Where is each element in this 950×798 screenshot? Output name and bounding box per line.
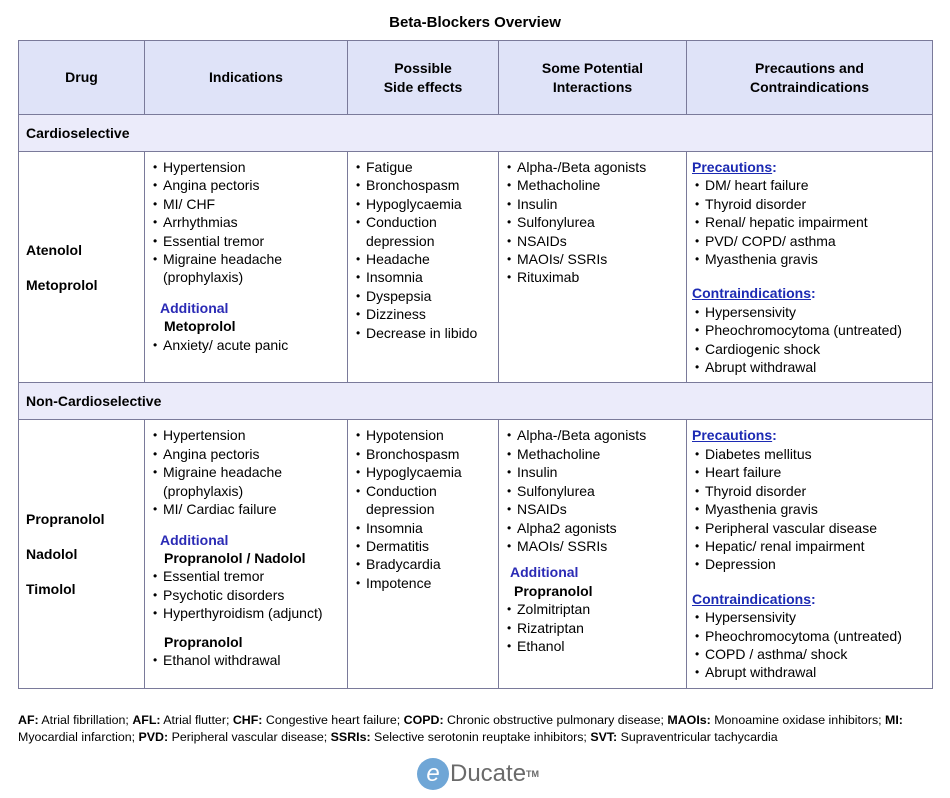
interaction-item: • Zolmitriptan [504, 600, 682, 618]
interaction-item: • Sulfonylurea [504, 213, 682, 231]
indication-item: • Hypertension [150, 158, 343, 176]
footnote-text: Congestive heart failure; [262, 713, 404, 727]
drug-name: Propranolol [26, 511, 105, 528]
footnote-abbr: SVT: [590, 730, 618, 744]
logo-e-icon: e [417, 758, 449, 790]
drug-spacer [26, 528, 143, 545]
logo-text: Ducate [450, 760, 527, 787]
indication-item: • Anxiety/ acute panic [150, 336, 343, 354]
interaction-item: • Methacholine [504, 445, 682, 463]
footnote-text: Chronic obstructive pulmonary disease; [443, 713, 668, 727]
page-title: Beta-Blockers Overview [389, 14, 561, 31]
indication-item-list [150, 651, 343, 669]
precaution-item: • PVD/ COPD/ asthma [692, 232, 928, 250]
header-row [19, 41, 933, 115]
side-effect-item: • Bronchospasm [353, 445, 494, 463]
footnote-text: Monoamine oxidase inhibitors; [710, 713, 886, 727]
indication-item: • MI/ CHF [150, 195, 343, 213]
header-precautions: Precautions and Contraindications [687, 41, 933, 115]
indication-item: • Migraine headache (prophylaxis) [150, 463, 343, 500]
footnote-text: Supraventricular tachycardia [617, 730, 778, 744]
side-effect-item: • Bronchospasm [353, 176, 494, 194]
side-effect-item: • Fatigue [353, 158, 494, 176]
drug-name: Nadolol [26, 546, 78, 563]
header-interactions: Some Potential Interactions [499, 41, 687, 115]
precautions-cell [687, 152, 933, 383]
side-effect-item: • Hypotension [353, 426, 494, 444]
indications-cell [145, 152, 348, 383]
interaction-item: • Alpha2 agonists [504, 519, 682, 537]
contraindication-item: • Hypersensivity [692, 303, 928, 321]
header-side-effects: Possible Side effects [348, 41, 499, 115]
header-indications: Indications [145, 41, 348, 115]
precaution-item: • Thyroid disorder [692, 195, 928, 213]
precaution-item-list [692, 445, 928, 574]
side-effect-item: • Hypoglycaemia [353, 195, 494, 213]
side-effect-item-list [353, 426, 494, 592]
contraindication-item: • Hypersensivity [692, 608, 928, 626]
contraindications-link: Contraindications [692, 285, 812, 302]
side-effect-item: • Hypoglycaemia [353, 463, 494, 481]
precautions-link: Precautions [692, 427, 773, 444]
interaction-item-list [504, 600, 682, 655]
interaction-item: • Rituximab [504, 268, 682, 286]
footnote-abbr: AFL: [132, 713, 161, 727]
additional-subtitle: Propranolol [514, 582, 593, 599]
contraindication-item: • Pheochromocytoma (untreated) [692, 627, 928, 645]
beta-blockers-table [18, 40, 933, 689]
spacer [692, 268, 928, 284]
drug-cell [19, 420, 145, 688]
contraindication-item: • Cardiogenic shock [692, 340, 928, 358]
precaution-item: • Renal/ hepatic impairment [692, 213, 928, 231]
interaction-item: • Ethanol [504, 637, 682, 655]
footnote-abbr: PVD: [138, 730, 169, 744]
precaution-item: • Peripheral vascular disease [692, 519, 928, 537]
contraindication-item: • Abrupt withdrawal [692, 358, 928, 376]
precaution-item: • Thyroid disorder [692, 482, 928, 500]
indication-item: • Arrhythmias [150, 213, 343, 231]
footnote-text: Atrial fibrillation; [38, 713, 133, 727]
indications-cell [145, 420, 348, 688]
interaction-item: • NSAIDs [504, 500, 682, 518]
side-effect-item: • Insomnia [353, 268, 494, 286]
side-effect-item: • Headache [353, 250, 494, 268]
contraindication-item: • Abrupt withdrawal [692, 663, 928, 681]
logo-trademark: TM [526, 769, 540, 779]
precaution-item: • Myasthenia gravis [692, 500, 928, 518]
drug-row [19, 420, 933, 688]
drug-name: Atenolol [26, 241, 82, 258]
side-effect-item-list [353, 158, 494, 342]
footnote-abbr: COPD: [403, 713, 444, 727]
indication-item-list [150, 426, 343, 518]
side-effect-item: • Insomnia [353, 519, 494, 537]
precautions-title: Precautions: [692, 427, 777, 444]
additional-subtitle: Propranolol [164, 633, 243, 650]
indication-item: • Migraine headache (prophylaxis) [150, 250, 343, 287]
indication-item-list [150, 336, 343, 354]
side-effect-item: • Dermatitis [353, 537, 494, 555]
indication-item: • Ethanol withdrawal [150, 651, 343, 669]
interaction-item: • Alpha-/Beta agonists [504, 426, 682, 444]
footnote-abbr: AF: [18, 713, 39, 727]
side-effect-item: • Impotence [353, 574, 494, 592]
additional-subtitle: Propranolol / Nadolol [164, 549, 306, 566]
interaction-item: • MAOIs/ SSRIs [504, 537, 682, 555]
contraindication-item: • Pheochromocytoma (untreated) [692, 321, 928, 339]
additional-title: Additional [510, 564, 579, 581]
interactions-cell [499, 152, 687, 383]
precaution-item: • Myasthenia gravis [692, 250, 928, 268]
contraindication-item-list [692, 303, 928, 377]
contraindications-title: Contraindications: [692, 285, 816, 302]
precautions-title: Precautions: [692, 159, 777, 175]
precaution-item: • DM/ heart failure [692, 176, 928, 194]
header-drug: Drug [19, 41, 145, 115]
drug-spacer [26, 563, 143, 580]
side-effects-cell [348, 420, 499, 688]
footnote-text: Selective serotonin reuptake inhibitors; [370, 730, 591, 744]
drug-name: Metoprolol [26, 276, 98, 293]
side-effect-item: • Dyspepsia [353, 287, 494, 305]
indication-item-list [150, 567, 343, 622]
additional-subtitle: Metoprolol [164, 318, 236, 335]
side-effects-cell [348, 152, 499, 383]
side-effect-item: • Conduction depression [353, 213, 494, 250]
indication-item: • Hyperthyroidism (adjunct) [150, 604, 343, 622]
educate-logo [417, 756, 539, 792]
additional-title: Additional [160, 531, 229, 548]
section-label: Cardioselective [19, 115, 933, 152]
interaction-item: • Sulfonylurea [504, 482, 682, 500]
side-effect-item: • Dizziness [353, 305, 494, 323]
interaction-item: • Methacholine [504, 176, 682, 194]
abbreviation-footnote [18, 712, 938, 746]
contraindications-title: Contraindications: [692, 590, 816, 607]
precaution-item: • Depression [692, 555, 928, 573]
section-row [19, 115, 933, 152]
indication-item-list [150, 158, 343, 287]
drug-cell [19, 152, 145, 383]
side-effect-item: • Conduction depression [353, 482, 494, 519]
footnote-text: Peripheral vascular disease; [168, 730, 331, 744]
contraindication-item: • COPD / asthma/ shock [692, 645, 928, 663]
footnote-abbr: MI: [885, 713, 903, 727]
footnote-abbr: CHF: [232, 713, 263, 727]
footnote-text: Atrial flutter; [160, 713, 233, 727]
indication-item: • Hypertension [150, 426, 343, 444]
interaction-item-list [504, 158, 682, 287]
interactions-cell [499, 420, 687, 688]
interaction-item: • NSAIDs [504, 232, 682, 250]
precaution-item-list [692, 176, 928, 268]
contraindication-item-list [692, 608, 928, 682]
spacer [692, 574, 928, 590]
interaction-item-list [504, 426, 682, 555]
precaution-item: • Hepatic/ renal impairment [692, 537, 928, 555]
indication-item: • Psychotic disorders [150, 586, 343, 604]
drug-name: Timolol [26, 581, 76, 598]
interaction-item: • Rizatriptan [504, 619, 682, 637]
contraindications-link: Contraindications [692, 590, 812, 607]
indication-item: • Essential tremor [150, 232, 343, 250]
precautions-link: Precautions [692, 159, 773, 175]
indication-item: • Essential tremor [150, 567, 343, 585]
indication-item: • Angina pectoris [150, 445, 343, 463]
interaction-item: • Alpha-/Beta agonists [504, 158, 682, 176]
drug-spacer [26, 259, 143, 276]
footnote-abbr: SSRIs: [330, 730, 371, 744]
drug-row [19, 152, 933, 383]
indication-item: • MI/ Cardiac failure [150, 500, 343, 518]
side-effect-item: • Bradycardia [353, 555, 494, 573]
section-row [19, 383, 933, 420]
section-label: Non-Cardioselective [19, 383, 933, 420]
indication-item: • Angina pectoris [150, 176, 343, 194]
side-effect-item: • Decrease in libido [353, 324, 494, 342]
precaution-item: • Diabetes mellitus [692, 445, 928, 463]
interaction-item: • Insulin [504, 195, 682, 213]
precautions-cell [687, 420, 933, 688]
footnote-abbr: MAOIs: [667, 713, 711, 727]
interaction-item: • MAOIs/ SSRIs [504, 250, 682, 268]
footnote-text: Myocardial infarction; [18, 730, 139, 744]
interaction-item: • Insulin [504, 463, 682, 481]
precaution-item: • Heart failure [692, 463, 928, 481]
additional-title: Additional [160, 299, 229, 316]
